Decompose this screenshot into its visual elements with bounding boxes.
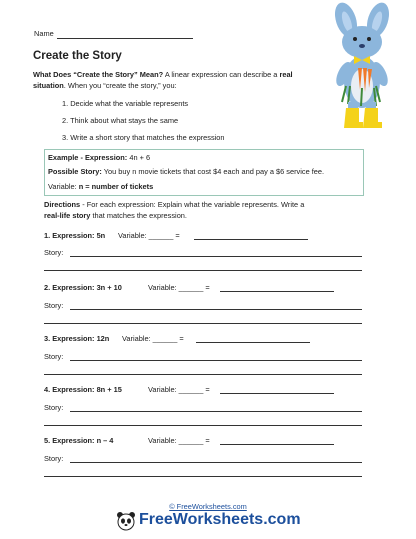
example-story: Possible Story: You buy n movie tickets that cost $4 each and pay a $6 service fee. — [48, 167, 325, 176]
panda-logo-icon — [116, 511, 136, 531]
problem-4-expression: 4. Expression: 8n + 15 — [44, 385, 122, 394]
problem-2-variable-blank[interactable] — [220, 291, 334, 292]
problem-3-story-label: Story: — [44, 352, 64, 361]
problem-5-story-label: Story: — [44, 454, 64, 463]
bunny-illustration — [318, 2, 414, 130]
example-expression: Example - Expression: 4n + 6 — [48, 153, 151, 162]
name-label: Name — [34, 29, 54, 38]
problem-5-story-line[interactable] — [70, 462, 362, 463]
example-variable: Variable: n = number of tickets — [48, 182, 154, 191]
directions: Directions - For each expression: Explain what the variable represents. Write a real-life story that matches the expression. — [44, 200, 305, 220]
problem-1-story-line-2[interactable] — [44, 270, 362, 271]
problem-1-story-line[interactable] — [70, 256, 362, 257]
problem-1-expression: 1. Expression: 5n — [44, 231, 106, 240]
step-2: 2. Think about what stays the same — [62, 116, 179, 125]
problem-4-variable-blank[interactable] — [220, 393, 334, 394]
problem-3-expression: 3. Expression: 12n — [44, 334, 110, 343]
problem-2-expression: 2. Expression: 3n + 10 — [44, 283, 122, 292]
intro-paragraph: What Does “Create the Story” Mean? A linear expression can describe a real situation. When you “create the story,” you: — [33, 70, 293, 90]
footer-copyright[interactable]: © FreeWorksheets.com — [169, 502, 247, 511]
problem-4-story-line-2[interactable] — [44, 425, 362, 426]
problem-5-variable-blank[interactable] — [220, 444, 334, 445]
problem-3-variable-blank[interactable] — [196, 342, 310, 343]
problem-3-story-line[interactable] — [70, 360, 362, 361]
page-title: Create the Story — [33, 50, 122, 62]
step-1: 1. Decide what the variable represents — [62, 99, 189, 108]
problem-5-story-line-2[interactable] — [44, 476, 362, 477]
problem-2-story-label: Story: — [44, 301, 64, 310]
problem-4-variable: Variable: ______ = — [148, 385, 210, 394]
problem-5-variable: Variable: ______ = — [148, 436, 210, 445]
problem-1-variable-blank[interactable] — [194, 239, 308, 240]
footer-brand[interactable]: FreeWorksheets.com — [139, 511, 301, 528]
problem-1-story-label: Story: — [44, 248, 64, 257]
problem-4-story-label: Story: — [44, 403, 64, 412]
problem-1-variable: Variable: ______ = — [118, 231, 180, 240]
problem-2-story-line[interactable] — [70, 309, 362, 310]
intro-question: What Does “Create the Story” Mean? — [33, 70, 164, 79]
problem-3-variable: Variable: ______ = — [122, 334, 184, 343]
problem-2-story-line-2[interactable] — [44, 323, 362, 324]
problem-4-story-line[interactable] — [70, 411, 362, 412]
name-blank[interactable] — [57, 38, 193, 39]
problem-2-variable: Variable: ______ = — [148, 283, 210, 292]
step-3: 3. Write a short story that matches the expression — [62, 133, 225, 142]
problem-5-expression: 5. Expression: n – 4 — [44, 436, 114, 445]
problem-3-story-line-2[interactable] — [44, 374, 362, 375]
